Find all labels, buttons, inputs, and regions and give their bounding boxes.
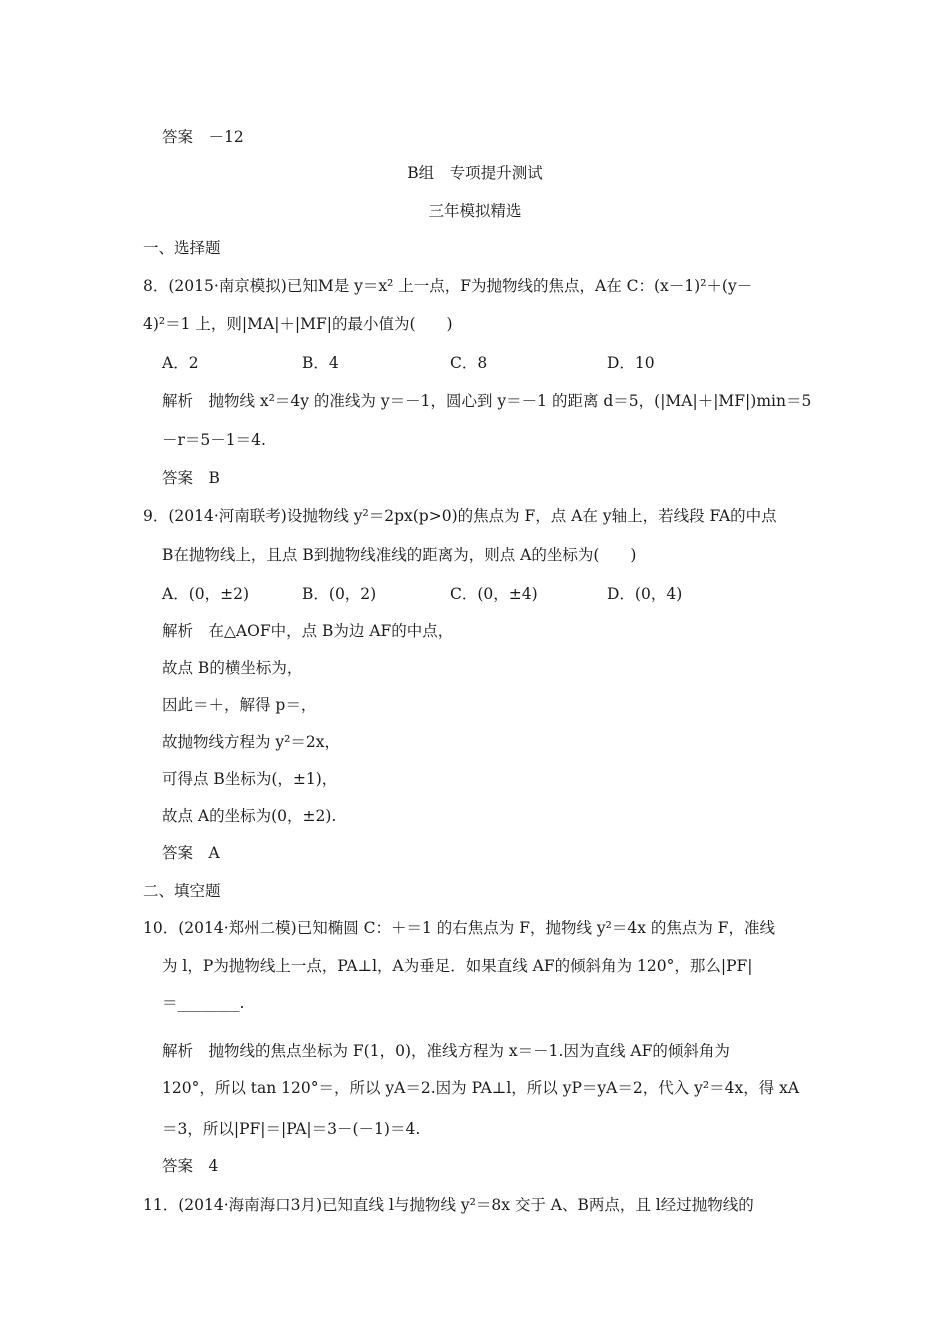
answer-8: 答案 B xyxy=(162,469,220,487)
solution-9-line-4: 故抛物线方程为 y²＝2x， xyxy=(162,733,341,751)
option: A．(0，±2) xyxy=(162,585,249,603)
question-11-line-1: 11．(2014·海南海口3月)已知直线 l与抛物线 y²＝8x 交于 A、B两点，且 l经过抛物线的 xyxy=(143,1196,754,1214)
solution-9-line-5: 可得点 B坐标为(，±1)， xyxy=(162,770,338,788)
answer-10: 答案 4 xyxy=(162,1157,219,1175)
option: A．2 xyxy=(162,354,199,372)
question-9-line-2: B在抛物线上，且点 B到抛物线准线的距离为，则点 A的坐标为( ) xyxy=(162,546,637,564)
option: C．(0，±4) xyxy=(450,585,538,603)
option: B．(0，2) xyxy=(302,585,377,603)
solution-8-line-2: －r＝5－1＝4. xyxy=(162,431,266,449)
section-subtitle: 三年模拟精选 xyxy=(428,202,522,220)
answer-9: 答案 A xyxy=(162,844,220,862)
section-heading-fill: 二、填空题 xyxy=(143,882,221,900)
question-8-line-1: 8．(2015·南京模拟)已知M是 y＝x² 上一点，F为抛物线的焦点，A在 C：(x－1)²＋(y－ xyxy=(143,277,753,295)
solution-9-line-6: 故点 A的坐标为(0，±2). xyxy=(162,807,337,825)
option: D．(0，4) xyxy=(607,585,683,603)
question-10-line-1: 10．(2014·郑州二模)已知椭圆 C：＋＝1 的右焦点为 F，抛物线 y²＝4x 的焦点为 F，准线 xyxy=(143,919,776,937)
question-8-line-2: 4)²＝1 上，则|MA|＋|MF|的最小值为( ) xyxy=(143,315,453,333)
option: C．8 xyxy=(450,354,488,372)
solution-9-line-3: 因此＝＋，解得 p＝， xyxy=(162,696,317,714)
option: B．4 xyxy=(302,354,339,372)
solution-8-line-1: 解析 抛物线 x²＝4y 的准线为 y＝－1，圆心到 y＝－1 的距离 d＝5，(|MA|＋|MF|)min＝5 xyxy=(162,392,812,410)
solution-10-line-2: 120°，所以 tan 120°＝，所以 yA＝2.因为 PA⊥l，所以 yP＝yA＝2，代入 y²＝4x，得 xA xyxy=(162,1079,800,1097)
option: D．10 xyxy=(607,354,655,372)
question-10-line-2: 为 l，P为抛物线上一点，PA⊥l，A为垂足．如果直线 AF的倾斜角为 120°，那么|PF| xyxy=(162,957,753,975)
solution-10-line-3: ＝3，所以|PF|＝|PA|＝3－(－1)＝4. xyxy=(162,1120,421,1138)
solution-9-line-1: 解析 在△AOF中，点 B为边 AF的中点， xyxy=(162,622,454,640)
solution-9-line-2: 故点 B的横坐标为， xyxy=(162,659,303,677)
question-10-line-3: ＝________. xyxy=(162,994,245,1012)
section-heading-choice: 一、选择题 xyxy=(143,239,221,257)
solution-10-line-1: 解析 抛物线的焦点坐标为 F(1，0)，准线方程为 x＝－1.因为直线 AF的倾斜角为 xyxy=(162,1042,730,1060)
answer-previous: 答案 －12 xyxy=(162,128,244,146)
question-9-line-1: 9．(2014·河南联考)设抛物线 y²＝2px(p>0)的焦点为 F，点 A在 y轴上，若线段 FA的中点 xyxy=(143,507,777,525)
group-title: B组 专项提升测试 xyxy=(407,164,543,182)
